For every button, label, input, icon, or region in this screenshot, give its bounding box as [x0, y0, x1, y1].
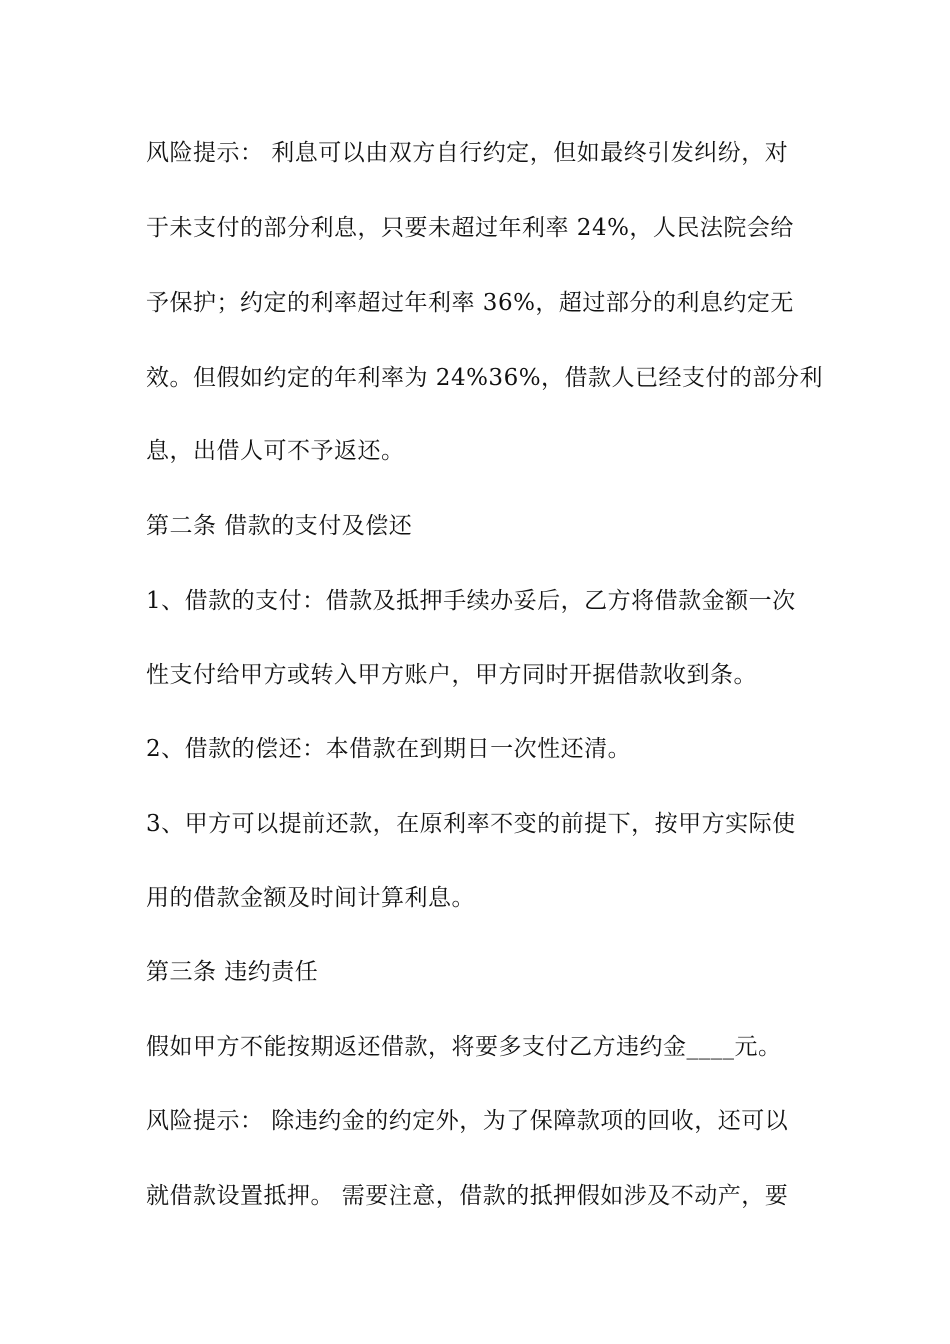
text-line-breach: 假如甲方不能按期返还借款，将要多支付乙方违约金____元。 [146, 1034, 782, 1060]
text-line-risk-note-7: 就借款设置抵押。 需要注意，借款的抵押假如涉及不动产，要 [146, 1183, 789, 1209]
section-heading-article-3: 第三条 违约责任 [146, 959, 319, 985]
text-line-early-repayment-1: 3、甲方可以提前还款，在原利率不变的前提下，按甲方实际使 [146, 811, 796, 837]
text-line-risk-note-4: 效。但假如约定的年利率为 24%36%，借款人已经支付的部分利 [146, 365, 824, 391]
text-line-risk-note-5: 息，出借人可不予返还。 [146, 438, 405, 464]
text-line-early-repayment-2: 用的借款金额及时间计算利息。 [146, 885, 475, 911]
text-line-risk-note-3: 予保护；约定的利率超过年利率 36%，超过部分的利息约定无 [146, 290, 794, 316]
text-line-risk-note-1: 风险提示： 利息可以由双方自行约定，但如最终引发纠纷，对 [146, 140, 789, 166]
text-line-payment-2: 性支付给甲方或转入甲方账户，甲方同时开据借款收到条。 [146, 662, 757, 688]
section-heading-article-2: 第二条 借款的支付及偿还 [146, 513, 413, 539]
text-line-payment-1: 1、借款的支付：借款及抵押手续办妥后，乙方将借款金额一次 [146, 588, 796, 614]
text-line-risk-note-2: 于未支付的部分利息，只要未超过年利率 24%，人民法院会给 [146, 215, 794, 241]
text-line-risk-note-6: 风险提示： 除违约金的约定外，为了保障款项的回收，还可以 [146, 1108, 789, 1134]
text-line-repayment: 2、借款的偿还：本借款在到期日一次性还清。 [146, 736, 632, 762]
